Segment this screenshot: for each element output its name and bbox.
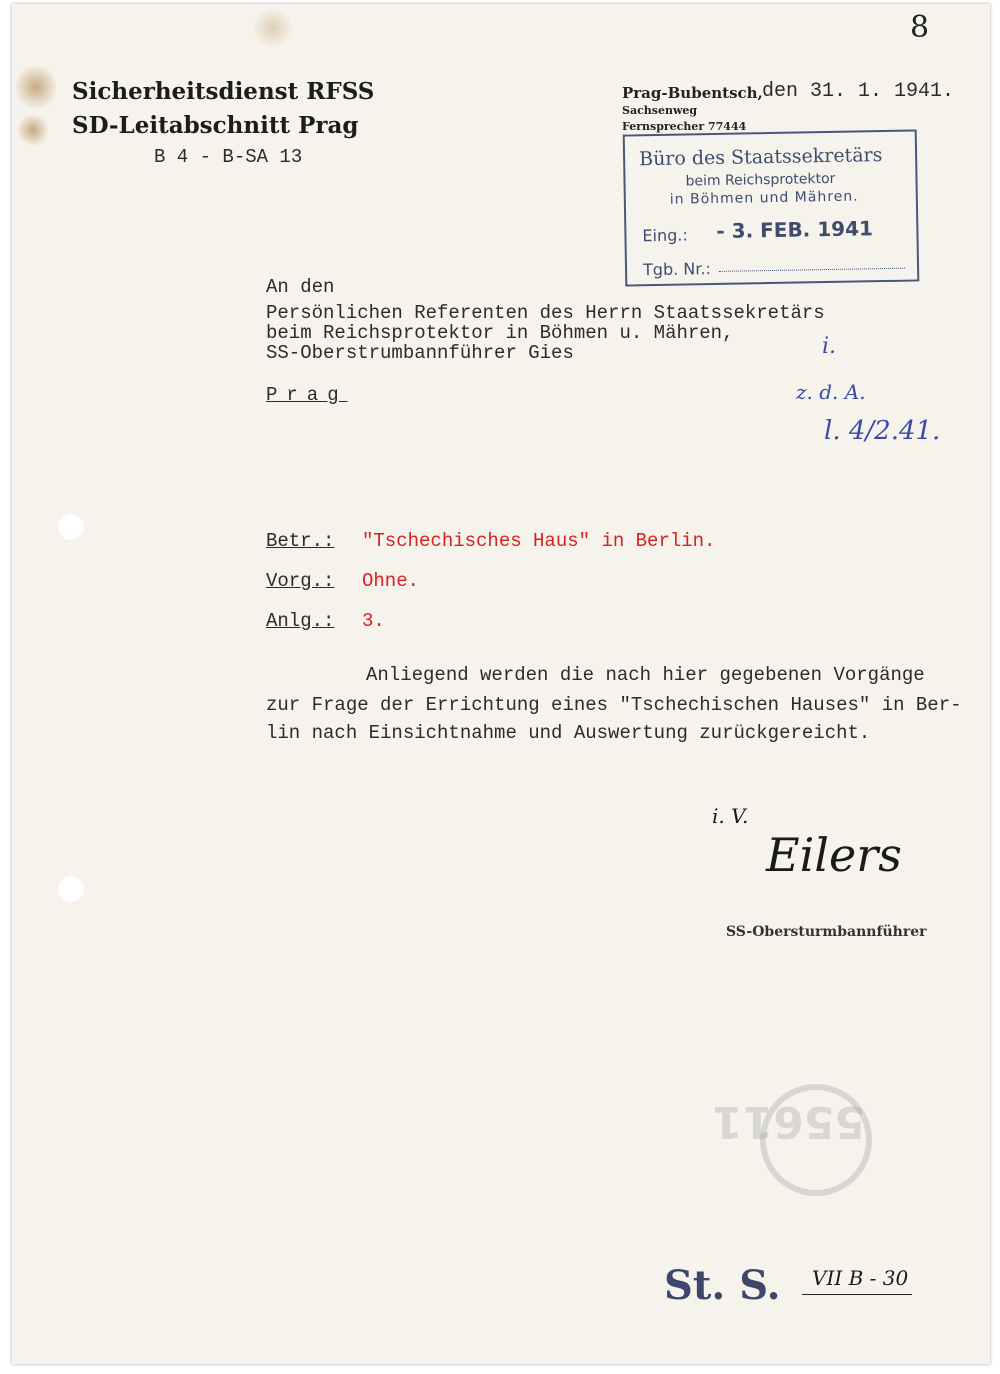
stain xyxy=(18,112,48,148)
subject-value: "Tschechisches Haus" in Berlin. xyxy=(362,530,716,552)
faded-stamp-number: 55611 xyxy=(712,1096,866,1147)
received-stamp xyxy=(623,129,920,286)
document-page xyxy=(12,4,990,1364)
punch-hole xyxy=(58,514,84,540)
reference-number: B 4 - B-SA 13 xyxy=(154,146,303,168)
page-number: 8 xyxy=(910,10,930,45)
addressee-line2: Persönlichen Referenten des Herrn Staatssekretärs xyxy=(266,302,825,324)
signature-prefix: i. V. xyxy=(712,804,749,828)
body-line1: Anliegend werden die nach hier gegebenen Vorgänge xyxy=(366,664,925,686)
place: Prag-Bubentsch, xyxy=(622,84,763,102)
handwritten-note-line2: z. d. A. xyxy=(796,380,866,404)
stamp-line3: in Böhmen und Mähren. xyxy=(669,188,859,208)
letterhead-line1: Sicherheitsdienst RFSS xyxy=(72,78,375,105)
addressee-city: Prag xyxy=(266,384,348,406)
enclosures-value: 3. xyxy=(362,610,385,632)
previous-label: Vorg.: xyxy=(266,570,335,592)
signature-name: Eilers xyxy=(766,828,902,882)
stain xyxy=(16,62,56,112)
phone: Fernsprecher 77444 xyxy=(622,120,747,133)
addressee-line1: An den xyxy=(266,276,335,298)
stamp-tgb-line xyxy=(719,268,905,272)
stamp-line1: Büro des Staatssekretärs xyxy=(638,144,883,171)
previous-value: Ohne. xyxy=(362,570,420,592)
signature-rank: SS-Obersturmbannführer xyxy=(726,924,927,940)
letterhead-line2: SD-Leitabschnitt Prag xyxy=(72,112,359,139)
stamp-eing-label: Eing.: xyxy=(642,225,688,246)
body-line2: zur Frage der Errichtung eines "Tschechischen Hauses" in Ber- xyxy=(266,694,962,716)
addressee-line4: SS-Oberstrumbannführer Gies xyxy=(266,342,574,364)
street: Sachsenweg xyxy=(622,104,698,117)
addressee-line3: beim Reichsprotektor in Böhmen u. Mähren, xyxy=(266,322,734,344)
date: den 31. 1. 1941. xyxy=(762,80,955,103)
footer-stamp-underline xyxy=(802,1294,912,1295)
handwritten-note-line3: l. 4/2.41. xyxy=(824,416,941,446)
body-line3: lin nach Einsichtnahme und Auswertung zurückgereicht. xyxy=(266,722,871,744)
stamp-line2: beim Reichsprotektor xyxy=(685,170,836,190)
stamp-eing-date: - 3. FEB. 1941 xyxy=(716,216,874,243)
footer-stamp-letters: St. S. xyxy=(664,1262,781,1309)
handwritten-note-line1: i. xyxy=(822,334,837,359)
enclosures-label: Anlg.: xyxy=(266,610,335,632)
punch-hole xyxy=(58,876,84,902)
footer-stamp-number: VII B - 30 xyxy=(812,1266,909,1290)
stamp-tgb-label: Tgb. Nr.: xyxy=(642,259,712,280)
subject-label: Betr.: xyxy=(266,530,335,552)
stain xyxy=(250,10,296,46)
